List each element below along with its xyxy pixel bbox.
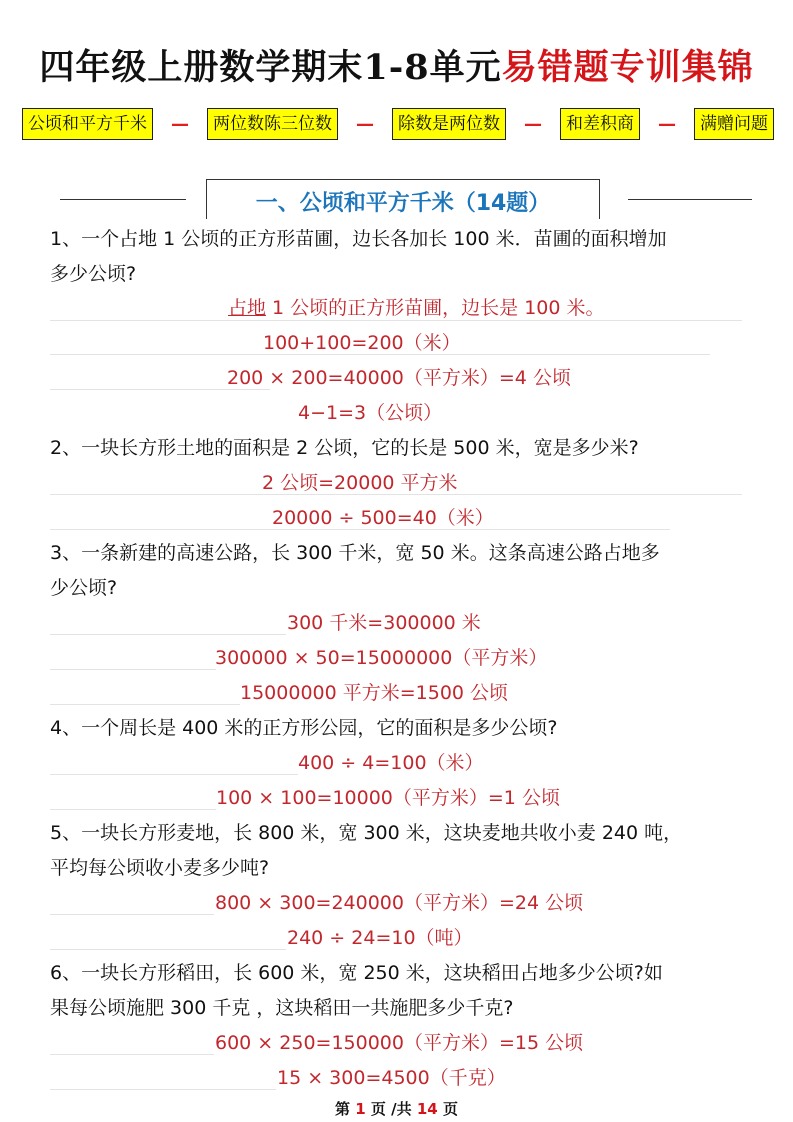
answer-line: 800 × 300=240000（平方米）=24 公顷 — [215, 892, 584, 914]
current-page-number: 1 — [355, 1100, 366, 1118]
question-6 — [50, 956, 750, 1026]
question-text-line: 平均每公顷收小麦多少吨? — [50, 857, 270, 879]
answer-line: 200 × 200=40000（平方米）=4 公顷 — [227, 367, 571, 389]
answer-rule — [50, 1054, 214, 1055]
answer-line: 15 × 300=4500（千克） — [277, 1067, 506, 1089]
answer-rule — [50, 774, 298, 775]
question-3 — [50, 536, 750, 606]
question-1 — [50, 222, 750, 292]
question-text-line: 4、一个周长是 400 米的正方形公园，它的面积是多少公顷? — [50, 717, 558, 739]
answer-line: 300 千米=300000 米 — [287, 612, 481, 634]
answer-rule — [50, 914, 214, 915]
answer-rule — [50, 634, 286, 635]
answer-rule — [50, 389, 270, 390]
answer-line: 2 公顷=20000 平方米 — [262, 472, 458, 494]
answer-line: 400 ÷ 4=100（米） — [298, 752, 484, 774]
question-text-line: 1、一个占地 1 公顷的正方形苗圃，边长各加长 100 米．苗圃的面积增加 — [50, 228, 667, 250]
answer-line: 4−1=3（公顷） — [298, 402, 443, 424]
answer-underlined-word: 占地 — [228, 297, 267, 319]
topic-tag-division: 除数是两位数 — [392, 108, 506, 140]
page-footer: 第 1 页 /共 14 页 — [335, 1100, 458, 1118]
topic-tag-multiplication: 两位数陈三位数 — [207, 108, 338, 140]
answer-line: 占地 1 公顷的正方形苗圃，边长是 100 米。 — [228, 297, 605, 319]
answer-line: 100 × 100=10000（平方米）=1 公顷 — [216, 787, 560, 809]
answer-rule — [50, 704, 240, 705]
question-4 — [50, 711, 750, 746]
answer-line: 100+100=200（米） — [263, 332, 461, 354]
title-highlight: 易错题专训集锦 — [501, 47, 754, 88]
topic-separator: — — [356, 113, 374, 135]
topic-separator: — — [171, 113, 189, 135]
title-main: 四年级上册数学期末1-8单元 — [39, 47, 502, 88]
section-divider-right — [628, 199, 752, 200]
answer-rule — [50, 669, 216, 670]
question-text-line: 果每公顷施肥 300 千克 ，这块稻田一共施肥多少千克? — [50, 997, 514, 1019]
question-text-line: 少公顷? — [50, 577, 118, 599]
question-text-line: 6、一块长方形稻田，长 600 米，宽 250 米，这块稻田占地多少公顷?如 — [50, 962, 663, 984]
topic-bar — [22, 106, 774, 142]
topic-tag-sum-difference: 和差积商 — [560, 108, 640, 140]
question-text-line: 2、一块长方形土地的面积是 2 公顷，它的长是 500 米，宽是多少米? — [50, 437, 639, 459]
answer-line: 300000 × 50=15000000（平方米） — [215, 647, 548, 669]
question-text-line: 多少公顷? — [50, 263, 137, 285]
answer-rule — [50, 320, 742, 321]
question-text-line: 5、一块长方形麦地，长 800 米，宽 300 米，这块麦地共收小麦 240 吨， — [50, 822, 683, 844]
answer-rule — [50, 949, 286, 950]
section-title: 一、公顷和平方千米（14题） — [255, 191, 551, 216]
topic-tag-promotion: 满赠问题 — [694, 108, 774, 140]
topic-separator: — — [524, 113, 542, 135]
answer-line: 15000000 平方米=1500 公顷 — [240, 682, 509, 704]
answer-rule — [50, 809, 216, 810]
answer-line: 600 × 250=150000（平方米）=15 公顷 — [215, 1032, 584, 1054]
question-text-line: 3、一条新建的高速公路，长 300 千米，宽 50 米。这条高速公路占地多 — [50, 542, 660, 564]
topic-tag-area-units: 公顷和平方千米 — [22, 108, 153, 140]
page-title — [0, 40, 793, 90]
answer-line: 20000 ÷ 500=40（米） — [272, 507, 494, 529]
answer-rule — [50, 1089, 276, 1090]
question-5 — [50, 816, 750, 886]
topic-separator: — — [658, 113, 676, 135]
question-2 — [50, 431, 750, 466]
total-page-count: 14 — [416, 1100, 438, 1118]
section-divider-left — [60, 199, 186, 200]
answer-line: 240 ÷ 24=10（吨） — [287, 927, 473, 949]
